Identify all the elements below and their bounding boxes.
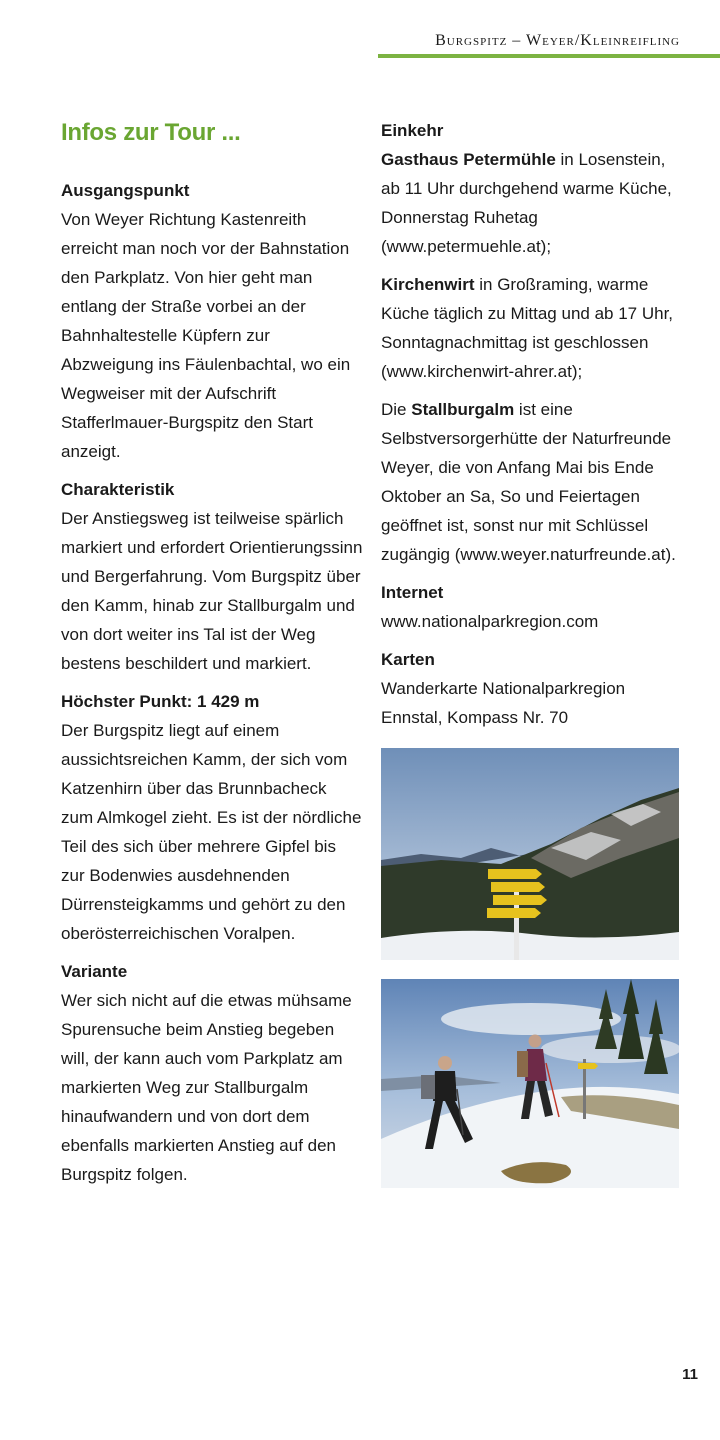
section-text: www.nationalparkregion.com	[381, 612, 599, 631]
section-heading: Einkehr	[381, 121, 444, 140]
page-title: Infos zur Tour ...	[61, 119, 241, 146]
einkehr-paragraph-1	[381, 145, 681, 261]
einkehr-kirchenwirt	[381, 270, 681, 386]
section-einkehr	[381, 116, 681, 261]
section-heading: Ausgangspunkt	[61, 181, 190, 200]
section-text: Der Anstiegsweg ist teilweise spärlich markiert und erfordert Orientierungssinn und Bergerfahrung. Vom Burgspitz über den Kamm, hinab zur Stallburgalm und von dort weiter ins Tal ist der Weg bestens beschildert und markiert.	[61, 509, 363, 673]
section-internet	[381, 578, 681, 636]
section-karten	[381, 645, 681, 732]
right-column	[381, 116, 681, 1188]
inline-text: in Großraming, warme Küche täglich zu Mittag und ab 17 Uhr, Sonntagnachmittag ist geschlossen (www.kirchenwirt-ahrer.at);	[381, 275, 674, 381]
header-title: Burgspitz – Weyer/Kleinreifling	[435, 32, 680, 49]
inline-text: Die	[381, 400, 412, 419]
section-ausgangspunkt	[61, 176, 363, 466]
einkehr-stallburgalm	[381, 395, 681, 569]
running-header	[378, 32, 720, 60]
section-text: Der Burgspitz liegt auf einem aussichtsreichen Kamm, der sich vom Katzenhirn über das Brunnbacheck zum Almkogel zieht. Es ist der nördliche Teil des sich über mehrere Gipfel bis zur Bodenwies ausdehnenden Dürrensteigkamms und gehört zu den oberösterreichischen Voralpen.	[61, 721, 362, 943]
photo-hikers	[381, 979, 679, 1188]
inline-bold: Kirchenwirt	[381, 275, 475, 294]
section-heading: Internet	[381, 583, 444, 602]
inline-bold: Stallburgalm	[411, 400, 515, 419]
einkehr-paragraph-2	[381, 270, 681, 386]
section-text: Wanderkarte Nationalparkregion Ennstal, Kompass Nr. 70	[381, 679, 626, 727]
inline-text: in Losenstein, ab 11 Uhr durchgehend warme Küche, Donnerstag Ruhetag (www.petermuehle.at);	[381, 150, 672, 256]
section-heading: Variante	[61, 962, 128, 981]
section-hoechster-punkt	[61, 687, 363, 948]
page-number: 11	[682, 1366, 698, 1383]
photo-signpost	[381, 748, 679, 960]
inline-text: ist eine Selbstversorgerhütte der Naturfreunde Weyer, die von Anfang Mai bis Ende Oktober an Sa, So und Feiertagen geöffnet ist, sonst nur mit Schlüssel zugängig (www.weyer.naturfreunde.at).	[381, 400, 676, 564]
section-heading: Charakteristik	[61, 480, 175, 499]
inline-bold: Gasthaus Petermühle	[381, 150, 556, 169]
section-text: Von Weyer Richtung Kastenreith erreicht man noch vor der Bahnstation den Parkplatz. Von hier geht man entlang der Straße vorbei an der Bahnhaltestelle Küpfern zur Abzweigung ins Fäulenbachtal, wo ein Wegweiser mit der Aufschrift Stafferlmauer-Burgspitz den Start anzeigt.	[61, 210, 351, 461]
left-column	[61, 114, 363, 1198]
section-variante	[61, 957, 363, 1189]
header-rule	[378, 54, 720, 58]
section-heading: Höchster Punkt: 1 429 m	[61, 692, 260, 711]
section-charakteristik	[61, 475, 363, 678]
einkehr-paragraph-3	[381, 395, 681, 569]
section-text: Wer sich nicht auf die etwas mühsame Spurensuche beim Anstieg begeben will, der kann auch vom Parkplatz am markierten Weg zur Stallburgalm hinaufwandern und von dort dem ebenfalls markierten Anstieg auf den Burgspitz folgen.	[61, 991, 352, 1184]
section-heading: Karten	[381, 650, 435, 669]
